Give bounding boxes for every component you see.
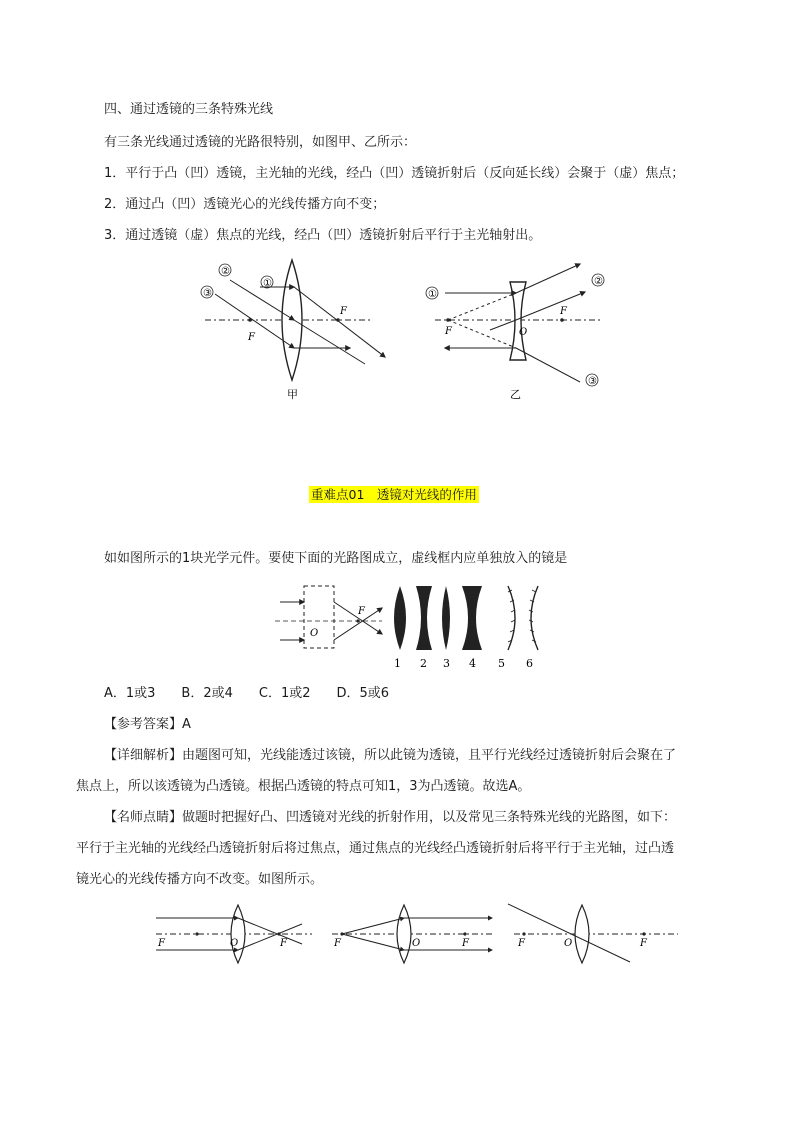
ray-label-2: ② <box>594 276 603 287</box>
case-through-center <box>508 904 678 963</box>
analysis-line-1: 【详细解析】由题图可知，光线能透过该镜，所以此镜为透镜，且平行光线经过透镜折射后会聚在了 <box>104 748 677 763</box>
question-options: A．1或3 B．2或4 C．1或2 D．5或6 <box>104 686 390 701</box>
element-number-6: 6 <box>526 657 533 670</box>
key-point-title-text: 重难点01 透镜对光线的作用 <box>311 487 477 502</box>
key-point-title <box>309 486 479 505</box>
special-rays-figure <box>190 252 620 407</box>
rule-3: 3．通过透镜（虚）焦点的光线，经凸（凹）透镜折射后平行于主光轴射出。 <box>104 228 542 243</box>
ray-label-3: ③ <box>588 376 597 387</box>
case-focus-to-parallel <box>332 905 494 963</box>
element-number-3: 3 <box>443 657 450 670</box>
center-label: O <box>564 938 573 949</box>
section-heading: 四、通过透镜的三条特殊光线 <box>104 102 274 117</box>
convex-lens <box>282 260 302 380</box>
center-label: O <box>310 628 319 639</box>
element-4 <box>462 586 482 650</box>
case-parallel-to-focus <box>156 905 312 963</box>
element-number-1: 1 <box>394 657 401 670</box>
convex-lens-diagram <box>201 260 385 401</box>
element-number-4: 4 <box>469 657 476 670</box>
center-label: O <box>230 938 239 949</box>
focus-label: F <box>640 938 647 949</box>
element-1 <box>394 586 406 650</box>
element-number-5: 5 <box>498 657 505 670</box>
focus-label: F <box>340 306 347 317</box>
reference-answer: 【参考答案】A <box>104 717 191 732</box>
focus-label: F <box>560 306 567 317</box>
center-label: O <box>412 938 421 949</box>
section-intro: 有三条光线通过透镜的光路很特别，如图甲、乙所示： <box>104 135 417 150</box>
focus-label: F <box>248 332 255 343</box>
analysis-line-2: 焦点上，所以该透镜为凸透镜。根据凸透镜的特点可知1，3为凸透镜。故选A。 <box>76 779 531 794</box>
element-number-2: 2 <box>420 657 427 670</box>
ray-label-1: ① <box>428 289 437 300</box>
caption-left: 甲 <box>287 388 298 401</box>
question-stem: 如如图所示的1块光学元件。要使下面的光路图成立，虚线框内应单独放入的镜是 <box>104 551 568 566</box>
focus-label: F <box>158 938 165 949</box>
focus-label: F <box>334 938 341 949</box>
convex-cases-figure <box>152 900 682 966</box>
tip-line-3: 镜光心的光线传播方向不改变。如图所示。 <box>76 872 324 887</box>
ray-label-3: ③ <box>203 288 212 299</box>
center-label: O <box>519 327 528 338</box>
element-3 <box>442 586 450 650</box>
question-figure <box>270 578 550 670</box>
focus-label: F <box>462 938 469 949</box>
optical-elements <box>394 586 538 650</box>
ray-label-1: ① <box>263 278 272 289</box>
tip-line-1: 【名师点睛】做题时把握好凸、凹透镜对光线的折射作用，以及常见三条特殊光线的光路图，如下： <box>104 810 677 825</box>
element-2 <box>416 586 432 650</box>
focus-label: F <box>445 326 452 337</box>
caption-right: 乙 <box>510 388 521 401</box>
dashed-box <box>304 586 334 648</box>
ray-label-2: ② <box>221 266 230 277</box>
focus-label: F <box>518 938 525 949</box>
focus-label: F <box>358 606 365 617</box>
concave-lens-diagram <box>426 264 604 401</box>
rule-1: 1．平行于凸（凹）透镜，主光轴的光线，经凸（凹）透镜折射后（反向延长线）会聚于（虚）焦点； <box>104 166 685 181</box>
rule-2: 2．通过凸（凹）透镜光心的光线传播方向不变； <box>104 197 386 212</box>
tip-line-2: 平行于主光轴的光线经凸透镜折射后将过焦点，通过焦点的光线经凸透镜折射后将平行于主光轴，过凸透 <box>76 841 675 856</box>
focus-label: F <box>280 938 287 949</box>
